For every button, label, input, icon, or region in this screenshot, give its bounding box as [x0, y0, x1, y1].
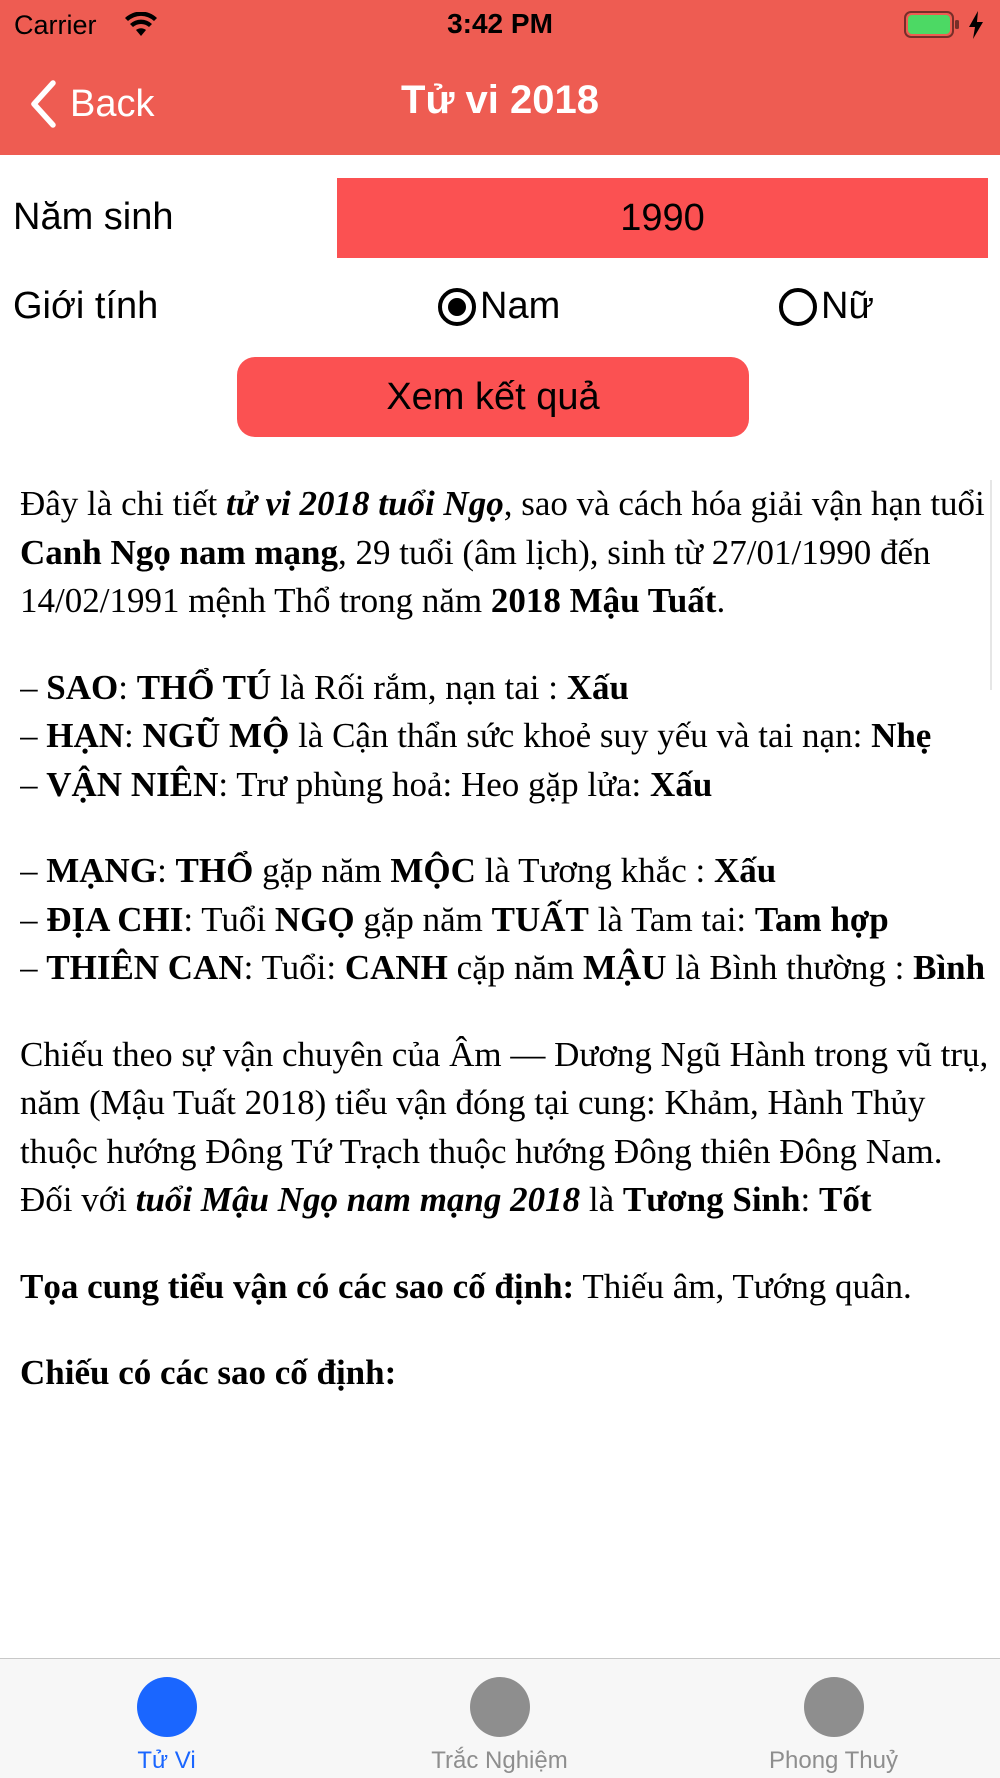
element-paragraph: – MẠNG: THỔ gặp năm MỘC là Tương khắc : Xấu – ĐỊA CHI: Tuổi NGỌ gặp năm TUẤT là Tam tai: Tam hợp – THIÊN CAN: Tuổi: CANH cặp năm MẬU là Bình thường : Bình — [20, 851, 986, 987]
gender-radio-female[interactable] — [779, 285, 874, 328]
tab-label: Phong Thuỷ — [769, 1747, 898, 1774]
back-label: Back — [70, 82, 155, 125]
birth-year-input[interactable] — [337, 178, 988, 258]
tab-bar — [0, 1658, 1000, 1778]
status-time: 3:42 PM — [447, 8, 553, 39]
birth-year-label: Năm sinh — [13, 196, 174, 238]
scrollbar[interactable] — [990, 480, 992, 690]
intro-paragraph: Đây là chi tiết tử vi 2018 tuổi Ngọ, sao và cách hóa giải vận hạn tuổi Canh Ngọ nam mạng, 29 tuổi (âm lịch), sinh từ 27/01/1990 đến 14/02/1991 mệnh Thổ trong năm 2018 Mậu Tuất. — [20, 484, 985, 620]
charging-bolt-icon — [966, 10, 986, 40]
trac-nghiem-tab-icon — [470, 1677, 530, 1737]
result-content[interactable] — [20, 480, 990, 1655]
tab-phong-thuy[interactable] — [667, 1659, 1000, 1778]
gender-option-label: Nữ — [821, 285, 874, 327]
fortune-paragraph: Chiếu theo sự vận chuyên của Âm — Dương Ngũ Hành trong vũ trụ, năm (Mậu Tuất 2018) tiểu vận đóng tại cung: Khảm, Hành Thủy thuộc hướng Đông Tứ Trạch thuộc hướng Đông thiên Đông Nam. Đối với tuổi Mậu Ngọ nam mạng 2018 là Tương Sinh: Tốt — [20, 1034, 989, 1219]
view-result-button[interactable]: Xem kết quả — [237, 357, 749, 437]
star-paragraph: – SAO: THỔ TÚ là Rối rắm, nạn tai : Xấu – HẠN: NGŨ MỘ là Cận thẩn sức khoẻ suy yếu và tai nạn: Nhẹ – VẬN NIÊN: Trư phùng hoả: Heo gặp lửa: Xấu — [20, 667, 932, 804]
tab-label: Trắc Nghiệm — [431, 1747, 568, 1774]
page-title: Tử vi 2018 — [401, 78, 599, 122]
radio-checked-icon — [438, 288, 476, 326]
status-bar — [0, 0, 1000, 50]
tab-trac-nghiem[interactable] — [333, 1659, 666, 1778]
header — [0, 0, 1000, 155]
gender-option-label: Nam — [480, 285, 561, 327]
battery-icon — [904, 11, 960, 38]
tab-tu-vi[interactable] — [0, 1659, 333, 1778]
seat-stars-paragraph: Tọa cung tiểu vận có các sao cố định: Thiếu âm, Tướng quân. — [20, 1266, 912, 1306]
tab-label: Tử Vi — [137, 1747, 196, 1774]
gender-radio-male[interactable] — [438, 285, 560, 328]
shine-stars-paragraph: Chiếu có các sao cố định: — [20, 1353, 397, 1392]
carrier-label: Carrier — [14, 10, 97, 40]
tu-vi-tab-icon — [137, 1677, 197, 1737]
radio-unchecked-icon — [779, 288, 817, 326]
phong-thuy-tab-icon — [804, 1677, 864, 1737]
navigation-bar — [0, 60, 1000, 150]
gender-label: Giới tính — [13, 285, 159, 327]
